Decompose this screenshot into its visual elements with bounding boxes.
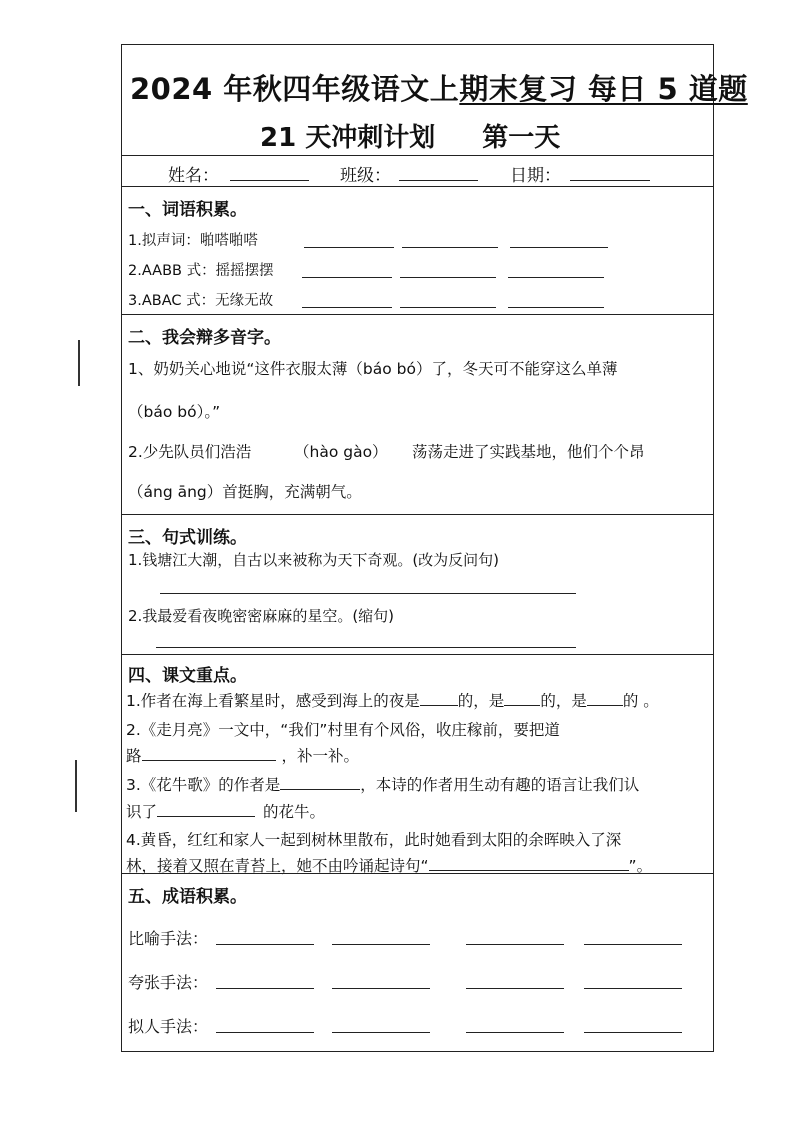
answer-blank[interactable]: [216, 988, 314, 989]
answer-blank[interactable]: [504, 704, 540, 706]
answer-blank[interactable]: [332, 988, 430, 989]
subtitle-plan: 21 天冲刺计划: [260, 123, 436, 153]
question-onomatopoeia: 1.拟声词：啪嗒啪嗒: [128, 233, 258, 249]
question-abac: 3.ABAC 式：无缘无故: [128, 293, 274, 309]
row-label: 拟人手法：: [128, 1017, 209, 1036]
question-text: 路 ，补一补。: [126, 747, 360, 765]
name-field[interactable]: [230, 180, 309, 181]
answer-blank[interactable]: [466, 1032, 564, 1033]
section-sentence-training: [122, 514, 713, 655]
margin-mark: [75, 760, 77, 812]
question-text: （báo bó）。”: [128, 403, 221, 421]
answer-blank[interactable]: [302, 277, 392, 278]
section-polyphones: [122, 314, 713, 515]
answer-blank[interactable]: [466, 988, 564, 989]
name-label: 姓名：: [168, 166, 219, 186]
answer-blank[interactable]: [510, 247, 608, 248]
row-label: 比喻手法：: [128, 929, 209, 948]
info-row: [122, 155, 713, 186]
title-prefix: 2024 年秋四年级语文上: [130, 72, 460, 106]
section-heading: 一、词语积累。: [128, 200, 247, 220]
section-idioms: [122, 873, 713, 1052]
answer-blank[interactable]: [420, 704, 458, 706]
question-text: 1.作者在海上看繁星时，感受到海上的夜是 的，是 的，是 的 。: [126, 692, 659, 710]
section-heading: 二、我会辩多音字。: [128, 328, 281, 348]
question-text: （áng āng）首挺胸，充满朝气。: [128, 483, 362, 501]
answer-blank[interactable]: [466, 944, 564, 945]
section-heading: 三、句式训练。: [128, 528, 247, 548]
answer-blank[interactable]: [402, 247, 498, 248]
question-text: 荡荡走进了实践基地，他们个个昂: [412, 443, 645, 461]
row-label: 夸张手法：: [128, 973, 209, 992]
answer-blank[interactable]: [142, 759, 276, 761]
question-text: 识了 的花牛。: [126, 803, 326, 821]
answer-line[interactable]: [156, 647, 576, 648]
answer-blank[interactable]: [280, 788, 360, 790]
answer-blank[interactable]: [429, 869, 629, 871]
worksheet: [121, 44, 748, 1052]
subtitle-day: 第一天: [482, 123, 561, 153]
answer-blank[interactable]: [332, 1032, 430, 1033]
answer-blank[interactable]: [400, 277, 496, 278]
class-label: 班级：: [340, 166, 391, 186]
question-text: 1、奶奶关心地说“这件衣服太薄（báo bó）了，冬天可不能穿这么单薄: [128, 360, 618, 378]
answer-line[interactable]: [160, 593, 576, 594]
section-heading: 五、成语积累。: [128, 887, 247, 907]
question-text: 3.《花牛歌》的作者是 ，本诗的作者用生动有趣的语言让我们认: [126, 776, 640, 794]
question-text: 4.黄昏，红红和家人一起到树林里散布，此时她看到太阳的余晖映入了深: [126, 831, 622, 849]
date-field[interactable]: [570, 180, 650, 181]
section-vocabulary: [122, 186, 713, 315]
section-text-points: [122, 654, 713, 874]
answer-blank[interactable]: [302, 307, 392, 308]
title-underlined: 期末复习 每日 5 道题: [459, 72, 748, 106]
pinyin-choice[interactable]: （hào gào）: [294, 443, 388, 461]
answer-blank[interactable]: [216, 1032, 314, 1033]
answer-blank[interactable]: [216, 944, 314, 945]
question-text: 林，接着又照在青苔上，她不由吟诵起诗句“ ”。: [126, 857, 653, 875]
question-aabb: 2.AABB 式：摇摇摆摆: [128, 263, 274, 279]
margin-mark: [78, 340, 80, 386]
question-text: 2.少先队员们浩浩: [128, 443, 252, 461]
answer-blank[interactable]: [508, 277, 604, 278]
answer-blank[interactable]: [508, 307, 604, 308]
answer-blank[interactable]: [584, 988, 682, 989]
answer-blank[interactable]: [584, 944, 682, 945]
section-heading: 四、课文重点。: [128, 666, 247, 686]
answer-blank[interactable]: [332, 944, 430, 945]
class-field[interactable]: [399, 180, 478, 181]
question-text: 1.钱塘江大潮，自古以来被称为天下奇观。(改为反问句): [128, 551, 500, 569]
answer-blank[interactable]: [157, 815, 255, 817]
question-text: 2.我最爱看夜晚密密麻麻的星空。(缩句): [128, 607, 395, 625]
date-label: 日期：: [510, 166, 561, 186]
question-text: 2.《走月亮》一文中，“我们”村里有个风俗，收庄稼前，要把道: [126, 721, 560, 739]
page-subtitle: [260, 117, 560, 154]
page-title: [130, 67, 748, 108]
answer-blank[interactable]: [587, 704, 623, 706]
answer-blank[interactable]: [584, 1032, 682, 1033]
answer-blank[interactable]: [304, 247, 394, 248]
answer-blank[interactable]: [400, 307, 496, 308]
